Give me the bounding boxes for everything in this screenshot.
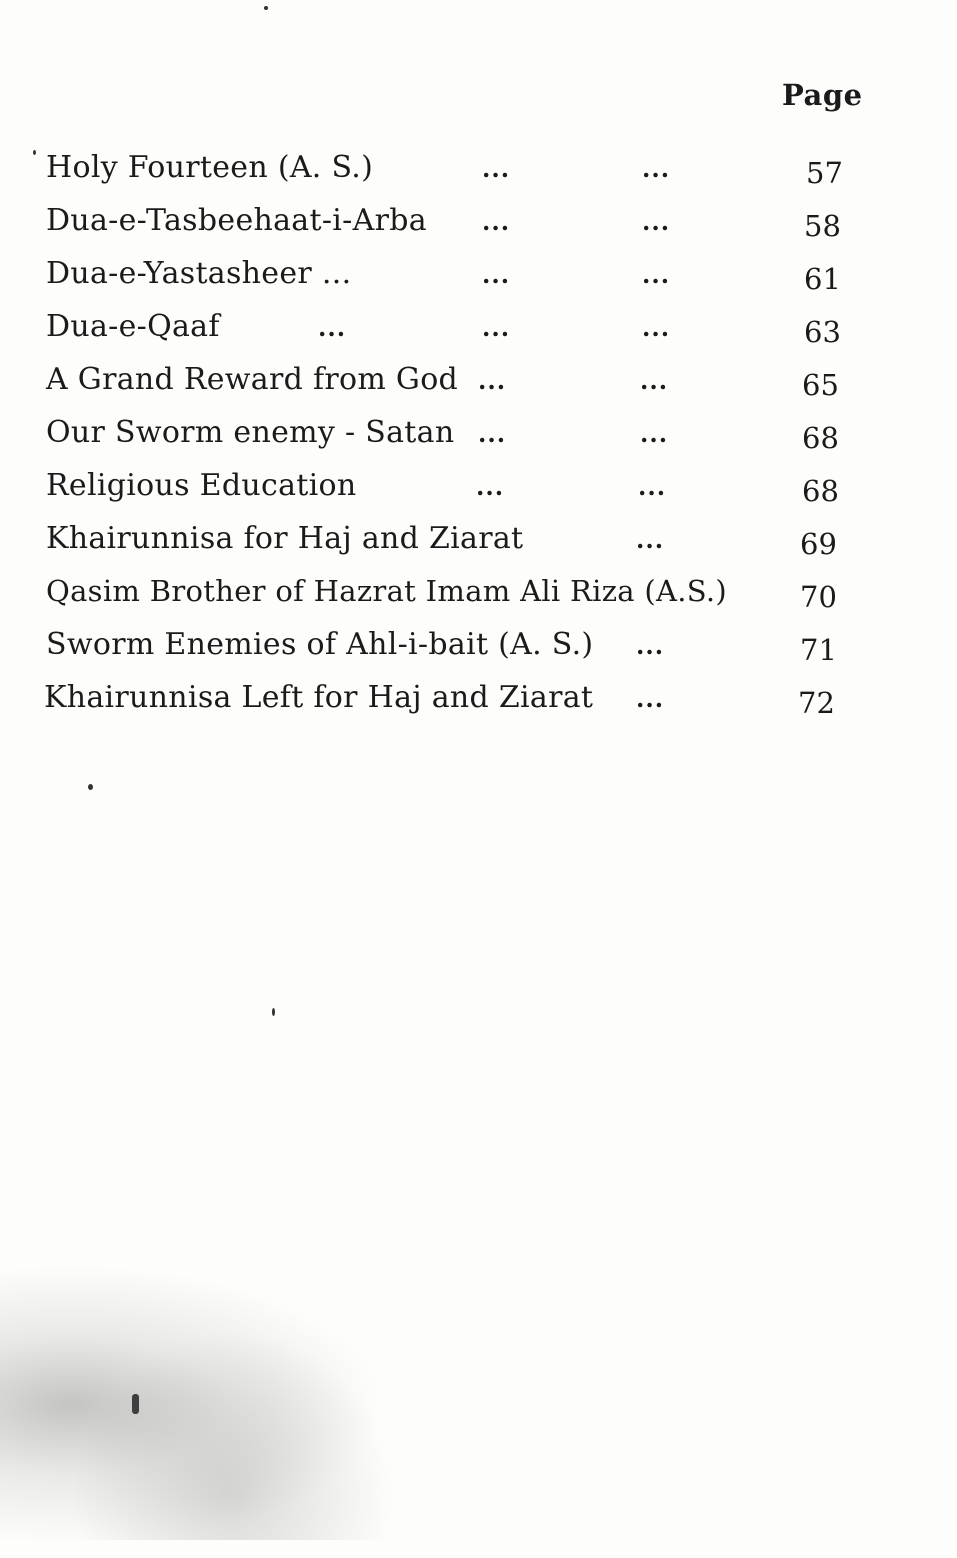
toc-entry-leader: ...: [642, 154, 671, 183]
toc-entry-title: Holy Fourteen (A. S.): [46, 150, 374, 185]
toc-entry: [0, 574, 957, 626]
toc-entry-page: 68: [802, 421, 839, 455]
toc-entry: [0, 203, 957, 255]
scan-speck: [264, 6, 268, 10]
toc-entry: [0, 521, 957, 573]
toc-entry: [0, 309, 957, 361]
toc-entry-leader: ...: [478, 366, 507, 395]
scan-smudge: [0, 1240, 440, 1540]
toc-entry-page: 70: [800, 580, 837, 614]
toc-entry: [0, 680, 957, 732]
toc-entry: [0, 256, 957, 308]
toc-entry-page: 61: [804, 262, 841, 296]
toc-entry: [0, 362, 957, 414]
scan-speck: [132, 1394, 139, 1414]
toc-entry-leader: ...: [482, 260, 511, 289]
scan-speck: [33, 150, 36, 155]
toc-entry-leader: ...: [636, 631, 665, 660]
toc-entry-leader: ...: [642, 260, 671, 289]
toc-entry-page: 69: [800, 527, 837, 561]
toc-entry-title: A Grand Reward from God: [46, 362, 459, 397]
toc-entry-leader: ...: [482, 207, 511, 236]
toc-entry-leader: ...: [482, 154, 511, 183]
toc-entry-title: Religious Education: [46, 468, 357, 503]
toc-entry-title: Dua-e-Yastasheer ...: [46, 256, 352, 291]
toc-entry-leader: ...: [642, 207, 671, 236]
toc-entry-leader: ...: [318, 313, 347, 342]
toc-entry-title: Khairunnisa Left for Haj and Ziarat: [44, 680, 594, 715]
scan-speck: [272, 1008, 275, 1016]
toc-entry-page: 57: [806, 156, 843, 190]
toc-entry-leader: ...: [638, 472, 667, 501]
toc-entry-leader: ...: [636, 525, 665, 554]
toc-entry: [0, 150, 957, 202]
toc-entry-title: Our Sworm enemy - Satan: [46, 415, 455, 450]
toc-entry-title: Qasim Brother of Hazrat Imam Ali Riza (A.S.): [46, 574, 728, 608]
toc-entry-leader: ...: [642, 313, 671, 342]
toc-entry-title: Khairunnisa for Haj and Ziarat: [46, 521, 524, 556]
toc-entry: [0, 468, 957, 520]
page-column-header: Page: [782, 78, 863, 112]
scan-speck: [88, 784, 93, 790]
toc-entry-title: Dua-e-Tasbeehaat-i-Arba: [46, 203, 427, 238]
toc-entry-leader: ...: [640, 419, 669, 448]
toc-entry-page: 68: [802, 474, 839, 508]
toc-entry-leader: ...: [636, 684, 665, 713]
toc-entry-page: 65: [802, 368, 839, 402]
toc-entry-leader: ...: [640, 366, 669, 395]
toc-entry-leader: ...: [476, 472, 505, 501]
toc-entry: [0, 415, 957, 467]
toc-entry-page: 72: [798, 686, 835, 720]
toc-entry-page: 58: [804, 209, 841, 243]
toc-entry-title: Dua-e-Qaaf: [46, 309, 220, 344]
toc-entry: [0, 627, 957, 679]
toc-entry-page: 71: [800, 633, 837, 667]
toc-entry-title: Sworm Enemies of Ahl-i-bait (A. S.): [46, 627, 594, 662]
toc-entry-leader: ...: [482, 313, 511, 342]
toc-entry-page: 63: [804, 315, 841, 349]
toc-entry-leader: ...: [478, 419, 507, 448]
